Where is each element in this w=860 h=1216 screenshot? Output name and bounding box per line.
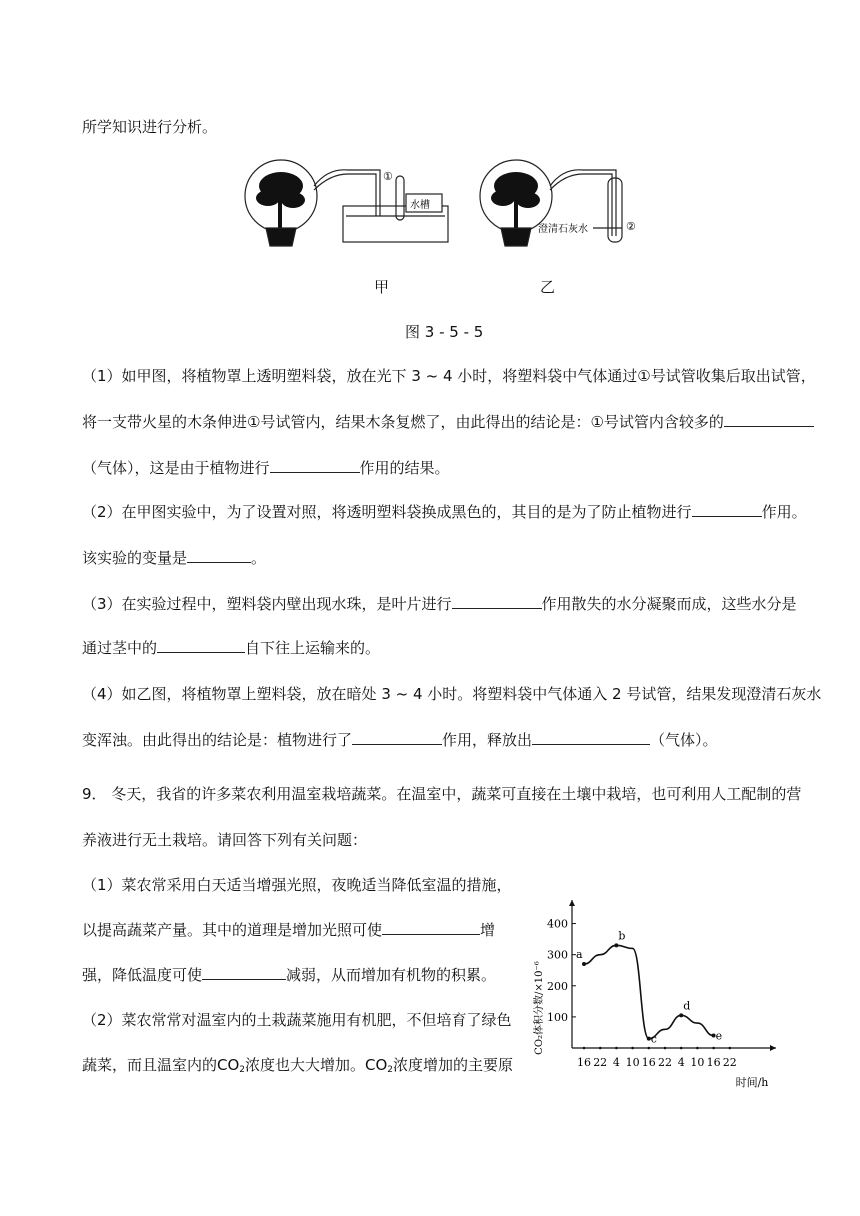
q4-line-a: （4）如乙图，将植物罩上塑料袋，放在暗处 3 ~ 4 小时。将塑料袋中气体通入 2 号试管，结果发现澄清石灰水 [82, 685, 822, 703]
q9-p2-line-b [82, 1055, 513, 1080]
q9-p2b1-text: 蔬菜，而且温室内的CO [82, 1056, 240, 1074]
data-point [614, 943, 618, 947]
q1-c1-text: （气体），这是由于植物进行 [82, 459, 270, 477]
point-label: b [618, 929, 626, 943]
x-tick [599, 1047, 602, 1050]
x-tick-label: 22 [658, 1056, 672, 1069]
q9-line-a: 9． 冬天，我省的许多菜农利用温室栽培蔬菜。在温室中，蔬菜可直接在土壤中栽培，也可利用人工配制的营 [82, 785, 802, 803]
q4-b1-text: 变浑浊。由此得出的结论是：植物进行了 [82, 731, 353, 749]
x-tick [712, 1047, 715, 1050]
q2-b1-text: 该实验的变量是 [82, 549, 188, 567]
answer-blank[interactable] [382, 920, 480, 935]
q1-line-c [82, 458, 450, 478]
q3-line-a [82, 594, 797, 614]
x-tick [664, 1047, 667, 1050]
y-tick-label: 200 [547, 979, 568, 993]
answer-blank[interactable] [724, 412, 814, 427]
x-tick-label: 4 [612, 1056, 620, 1069]
tube2-mark: ② [626, 220, 636, 233]
figure-caption: 图 3 - 5 - 5 [405, 323, 484, 341]
x-tick [631, 1047, 634, 1050]
x-tick [729, 1047, 732, 1050]
q4-b2-text: 作用，释放出 [442, 731, 533, 749]
x-tick-label: 22 [722, 1056, 737, 1069]
flowerpot-yi [501, 228, 531, 246]
q9-p1-line-c [82, 965, 496, 985]
test-tube-2 [608, 178, 622, 242]
experiment-figure [238, 158, 638, 258]
q9-p1-line-b [82, 920, 495, 940]
y-tick-label: 100 [547, 1010, 568, 1024]
q9-p2b2-text: 浓度也大大增加。CO [245, 1056, 388, 1074]
subscript-2: 2 [239, 1065, 246, 1075]
y-tick-label: 300 [547, 948, 568, 962]
point-label: e [715, 1029, 723, 1043]
q4-b3-text: （气体）。 [650, 731, 718, 749]
tube-jia [314, 170, 380, 216]
q9-p1-line-a: （1）菜农常采用白天适当增强光照，夜晚适当降低室温的措施， [82, 876, 512, 894]
x-tick [615, 1047, 618, 1050]
water-tank-label: 水槽 [410, 200, 430, 211]
answer-blank[interactable] [187, 548, 251, 563]
q2-line-a [82, 502, 807, 522]
x-tick-label: 16 [641, 1056, 656, 1069]
answer-blank[interactable] [452, 594, 542, 609]
flowerpot-jia [266, 228, 296, 246]
plant-jia [256, 172, 305, 228]
q3-a1-text: （3）在实验过程中，塑料袋内壁出现水珠，是叶片进行 [82, 595, 452, 613]
q4-line-b [82, 730, 718, 750]
answer-blank[interactable] [270, 458, 360, 473]
answer-blank[interactable] [157, 638, 245, 653]
x-axis-label: 时间/h [735, 1076, 769, 1089]
q2-b2-text: 。 [251, 549, 267, 567]
label-yi: 乙 [540, 278, 556, 296]
q9-p2-line-a: （2）菜农常常对温室内的土栽蔬菜施用有机肥，不但培育了绿色 [82, 1011, 512, 1029]
answer-blank[interactable] [352, 730, 442, 745]
q2-a2-text: 作用。 [761, 503, 807, 521]
q9-line-b: 养液进行无土栽培。请回答下列有关问题： [82, 831, 368, 849]
subscript-2: 2 [387, 1065, 394, 1075]
q1-line-a: （1）如甲图，将植物罩上透明塑料袋，放在光下 3 ~ 4 小时，将塑料袋中气体通过①号试管收集后取出试管， [82, 367, 816, 385]
x-tick-label: 10 [690, 1056, 705, 1069]
q1-line-b [82, 412, 814, 432]
q9-p1b2-text: 增 [480, 921, 496, 939]
label-jia: 甲 [374, 278, 390, 296]
answer-blank[interactable] [202, 965, 286, 980]
x-tick-label: 16 [577, 1056, 591, 1069]
q9-p1c1-text: 强，降低温度可使 [82, 966, 203, 984]
intro-text: 所学知识进行分析。 [82, 118, 218, 136]
x-axis-arrow [770, 1045, 776, 1051]
x-tick-label: 16 [706, 1056, 721, 1069]
q1-b-text: 将一支带火星的木条伸进①号试管内，结果木条复燃了，由此得出的结论是：①号试管内含较多的 [82, 413, 724, 431]
q9-p1c2-text: 减弱，从而增加有机物的积累。 [286, 966, 497, 984]
data-point [679, 1013, 683, 1017]
point-label: c [650, 1032, 657, 1046]
q9-p2b3-text: 浓度增加的主要原 [393, 1056, 514, 1074]
q3-line-b [82, 638, 380, 658]
x-tick [583, 1047, 586, 1050]
q3-b1-text: 通过茎中的 [82, 639, 158, 657]
q9-p1b1-text: 以提高蔬菜产量。其中的道理是增加光照可使 [82, 921, 383, 939]
y-axis-arrow [569, 900, 575, 906]
data-point [582, 962, 586, 966]
point-label: a [576, 948, 583, 961]
q3-b2-text: 自下往上运输来的。 [245, 639, 381, 657]
q2-line-b [82, 548, 266, 568]
y-axis-label: CO₂体积分数/×10⁻⁶ [534, 961, 545, 1055]
tube1-mark: ① [383, 170, 393, 183]
test-tube-1 [396, 176, 404, 220]
point-label: d [683, 999, 691, 1013]
x-tick [648, 1047, 651, 1050]
q3-a2-text: 作用散失的水分凝聚而成，这些水分是 [541, 595, 797, 613]
x-tick-label: 10 [625, 1056, 640, 1069]
x-tick-label: 22 [593, 1056, 608, 1069]
limewater-label: 澄清石灰水 [538, 224, 588, 235]
answer-blank[interactable] [532, 730, 650, 745]
y-tick-label: 400 [547, 917, 568, 931]
x-tick-label: 4 [677, 1056, 685, 1069]
plant-yi [491, 172, 540, 228]
x-tick [696, 1047, 699, 1050]
series-line [584, 945, 714, 1038]
answer-blank[interactable] [692, 502, 762, 517]
co2-chart [528, 900, 790, 1090]
q1-c2-text: 作用的结果。 [359, 459, 450, 477]
q2-a1-text: （2）在甲图实验中，为了设置对照，将透明塑料袋换成黑色的，其目的是为了防止植物进行 [82, 503, 692, 521]
x-tick [680, 1047, 683, 1050]
